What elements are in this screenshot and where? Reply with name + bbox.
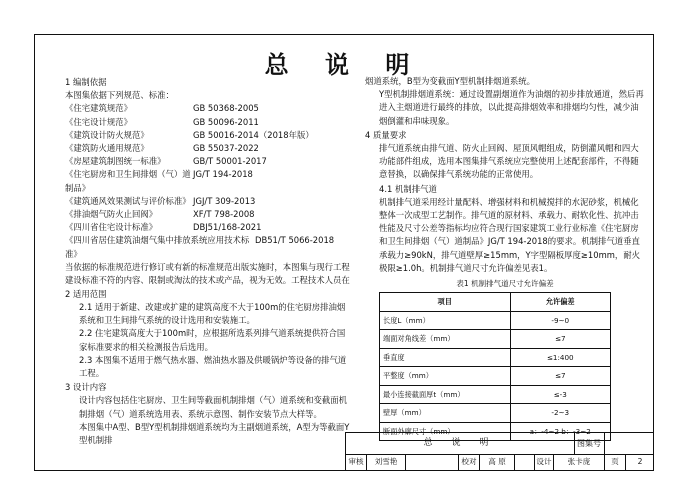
standard-code: GB/T 50001-2017	[193, 156, 267, 167]
standard-code: JGJ/T 309-2013	[193, 195, 256, 206]
table-row	[380, 348, 611, 367]
table-header: 项目	[380, 293, 511, 312]
left-column	[65, 75, 350, 447]
table-cell: 端面对角线差（mm）	[380, 330, 511, 349]
title-block-title: 总 说 明	[346, 433, 575, 454]
table-cell: 平整度（mm）	[380, 367, 511, 386]
title-block-signature-row	[346, 454, 654, 470]
standard-code: GB 50096-2011	[193, 116, 259, 127]
table-cell: -9~0	[510, 311, 611, 330]
standard-row	[65, 142, 350, 155]
table-cell: 垂直度	[380, 348, 511, 367]
table-cell: a：-4~2 b：-3~2	[510, 422, 611, 441]
standard-code: GB 50368-2005	[193, 103, 259, 114]
standard-name: 《房屋建筑制图统一标准》	[65, 156, 166, 167]
reviewer-name: 刘雪艳	[367, 454, 406, 470]
checker-name: 高 原	[480, 454, 515, 470]
table-cell: 长度L（mm）	[380, 311, 511, 330]
section-1-heading: 1 编制依据	[65, 77, 107, 87]
section-4-heading: 4 质量要求	[365, 129, 407, 140]
tolerance-table	[379, 292, 611, 441]
design-label: 设计	[535, 454, 554, 470]
standard-row	[65, 102, 350, 115]
clause-2-2: 2.2 住宅建筑高度大于100m时，应根据所选系列排气道系统提供符合国家标准要求的相关检测报告后选用。	[79, 328, 346, 352]
section-1-note: 当依据的标准规范进行修订或有新的标准规范出版实施时，本图集与现行工程建设标准不符的内容、限制或淘汰的技术或产品，视为无效。工程技术人员在	[65, 261, 350, 286]
section-3-heading: 3 设计内容	[65, 382, 107, 393]
section-4-1-text: 机制排气道采用经计量配料、增强材料和机械搅拌的水泥砂浆，机械化整体一次成型工艺制作。排气道的原材料、承载力、耐软化性、抗冲击性能及尺寸公差等指标均应符合现行国家建筑工业行业标准《住宅厨房和卫生间排烟（气）道制品》JG/T 194-2018的要求。机制排气道垂直承载力≥90kN，排气道壁厚≥15mm，Y字型隔板厚度≥10mm，耐火极限≥1.0h。机制排气道尺寸允许偏差见表1。	[379, 196, 641, 273]
standard-name: 《建筑通风效果测试与评价标准》	[65, 195, 191, 206]
standard-row	[65, 234, 350, 260]
section-3-text: 设计内容包括住宅厨房、卫生间等截面机制排烟（气）道系统和变截面机制排烟（气）道系统选用表、系统示意图、制作安装节点大样等。	[79, 395, 347, 419]
title-block-row	[346, 433, 654, 455]
standard-code: GB 50016-2014（2018年版）	[193, 129, 314, 140]
page-title: 总 说 明	[264, 51, 424, 79]
table-row	[380, 330, 611, 349]
continuation-text-2: Y型机制排烟道系统：通过设置副烟道作为油烟的初步排放通道，然后再进入主烟道进行最终的排放，以此提高排烟效率和排烟均匀性，减少油烟倒灌和串味现象。	[379, 89, 644, 126]
section-3-text-2: 本图集中A型、B型Y型机制排烟道系统均为主副烟道系统，A型为等截面Y型机制排	[79, 421, 350, 446]
table-cell: 壁厚（mm）	[380, 404, 511, 423]
standard-name: 《四川省居住建筑油烟气集中排放系统应用技术标准》	[65, 235, 250, 259]
standard-row	[65, 208, 350, 221]
standard-name: 《排油烟气防火止回阀》	[65, 209, 158, 220]
standard-code: XF/T 798-2008	[193, 209, 255, 220]
standard-name: 《住宅建筑规范》	[65, 103, 132, 114]
standard-name: 《建筑设计防火规范》	[65, 129, 149, 140]
atlas-number-label: 图集号	[574, 433, 605, 454]
table-cell: ≤7	[510, 367, 611, 386]
standard-row	[65, 221, 350, 234]
right-column	[365, 75, 645, 441]
standard-name: 《住宅厨房和卫生间排烟（气）道制品》	[65, 169, 191, 193]
reviewer-signature	[406, 454, 459, 470]
section-1-intro: 本图集依据下列规范、标准：	[65, 90, 174, 101]
review-label: 审核	[346, 454, 367, 470]
standard-name: 《四川省住宅设计标准》	[65, 222, 158, 233]
table-cell: 断面外廓尺寸（mm）	[380, 422, 511, 441]
standard-row	[65, 129, 350, 142]
check-label: 校对	[459, 454, 480, 470]
table-cell: ≤-3	[510, 385, 611, 404]
table-row	[380, 385, 611, 404]
designer-name: 张卡庞	[554, 454, 605, 470]
standard-code: JG/T 194-2018	[193, 169, 253, 180]
standard-name: 《建筑防火通用规范》	[65, 143, 149, 154]
page-number: 2	[637, 457, 643, 466]
standard-code: DBJ51/168-2021	[193, 222, 262, 233]
continuation-text: 烟道系统，B型为变截面Y型机制排烟道系统。	[365, 76, 535, 86]
standard-code: GB 55037-2022	[193, 143, 259, 154]
table-caption: 表1 机制排气道尺寸允许偏差	[456, 279, 554, 289]
atlas-number-value	[605, 433, 654, 454]
table-row	[380, 311, 611, 330]
standard-row	[65, 195, 350, 208]
section-4-text: 排气道系统由排气道、防火止回阀、屋顶风帽组成，防倒灌风帽和四大功能部件组成，选用本图集排气系统应完整使用上述配套部件，不得随意替换，以确保排气系统功能的正常使用。	[379, 143, 639, 180]
standard-name: 《住宅设计规范》	[65, 116, 132, 127]
checker-signature	[515, 454, 535, 470]
section-2-heading: 2 适用范围	[65, 288, 107, 299]
clause-2-3: 2.3 本图集不适用于燃气热水器、燃油热水器及供暖锅炉等设备的排气道工程。	[79, 354, 347, 379]
drawing-frame	[34, 34, 654, 471]
table-cell: ≤1:400	[510, 348, 611, 367]
standard-row	[65, 168, 350, 194]
table-row	[380, 367, 611, 386]
table-header: 允许偏差	[510, 293, 611, 312]
page-label: 页	[605, 454, 626, 470]
table-header-row	[380, 293, 611, 312]
table-cell: ≤7	[510, 330, 611, 349]
table-cell: 最小连接截面厚t（mm）	[380, 385, 511, 404]
table-cell: -2~3	[510, 404, 611, 423]
clause-2-1: 2.1 适用于新建、改建或扩建的建筑高度不大于100m的住宅厨房排油烟系统和卫生间排气系统的设计选用和安装施工。	[79, 302, 346, 326]
standard-row	[65, 155, 350, 168]
section-4-1-heading: 4.1 机制排气道	[379, 183, 437, 194]
table-row	[380, 404, 611, 423]
standard-code: DB51/T 5066-2018	[255, 235, 335, 246]
title-block	[345, 432, 654, 471]
standard-row	[65, 116, 350, 129]
